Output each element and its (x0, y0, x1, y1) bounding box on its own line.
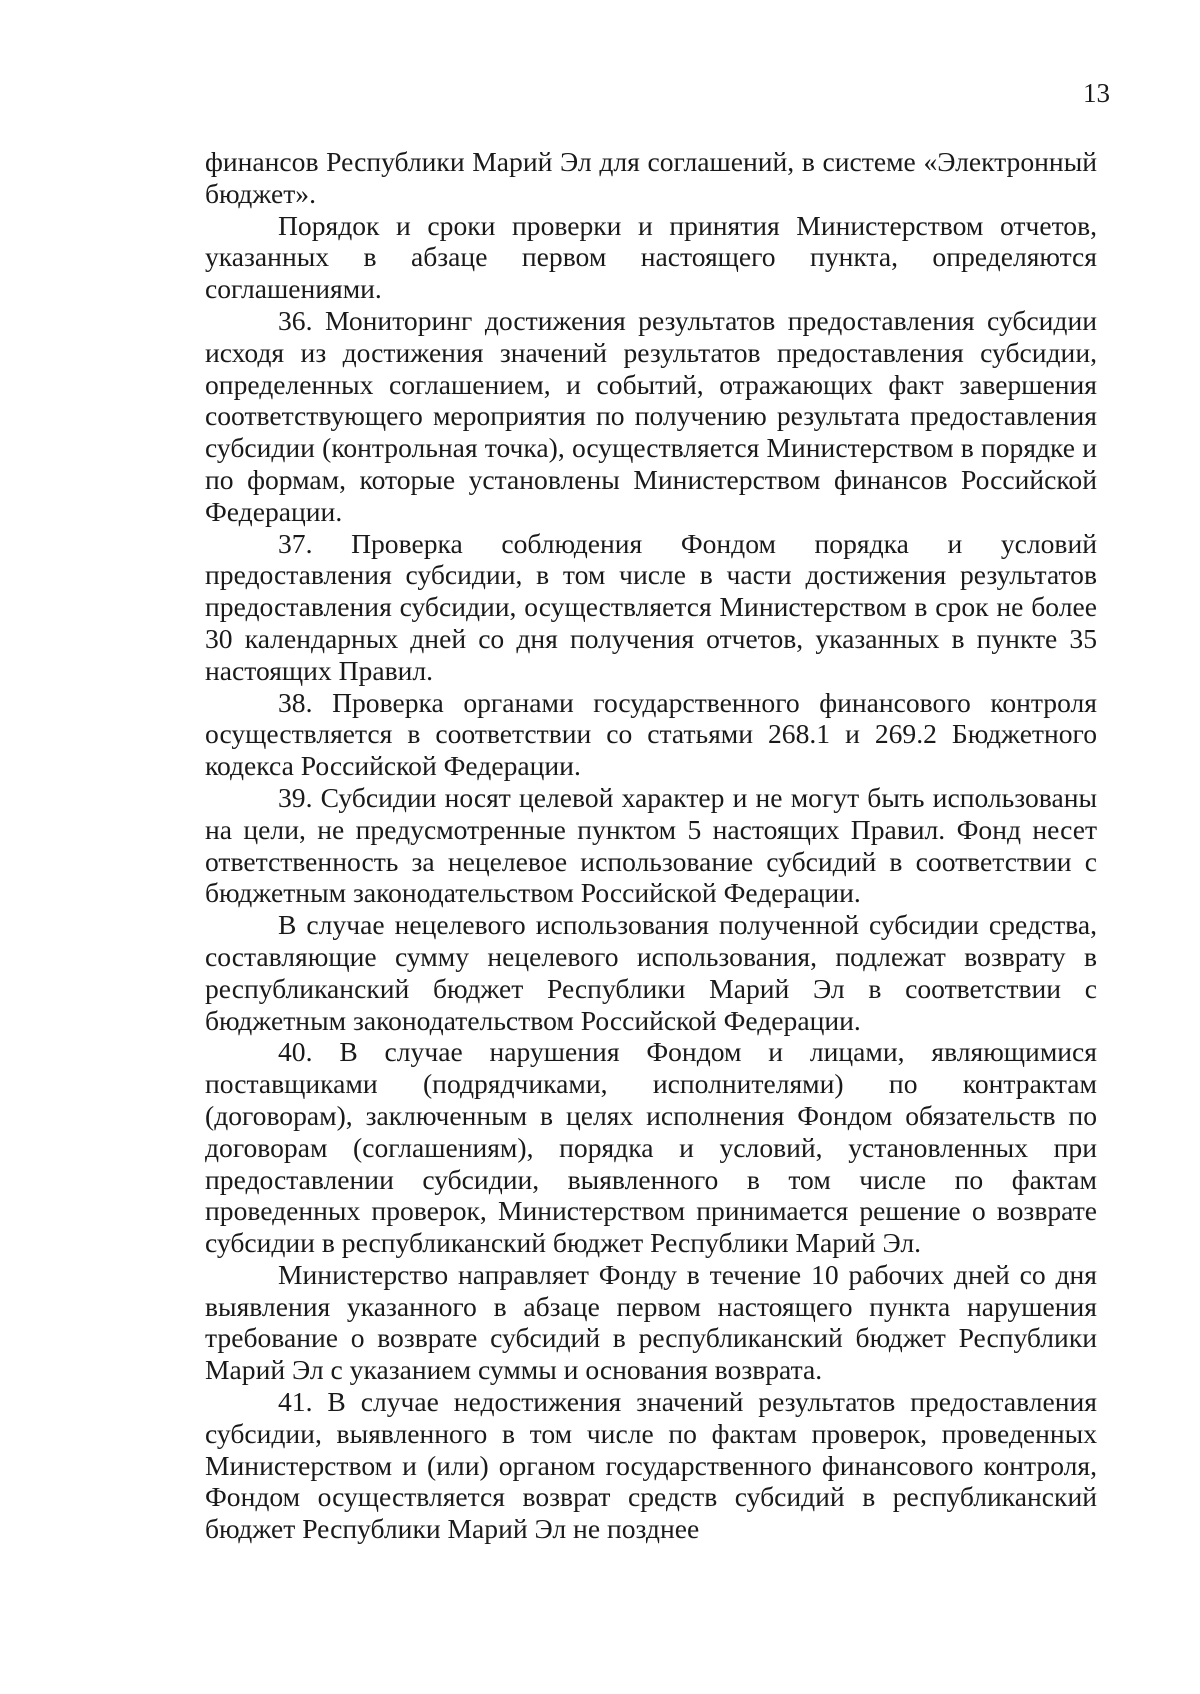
paragraph-item-41: 41. В случае недостижения значений результатов предоставления субсидии, выявленного в том числе по фактам проверок, проведенных Министерством и (или) органом государственного финансового контроля, Фондом осуществляется возврат средств субсидий в республиканский бюджет Республики Марий Эл не позднее (205, 1386, 1097, 1545)
paragraph-misuse-return: В случае нецелевого использования полученной субсидии средства, составляющие сумму нецелевого использования, подлежат возврату в республиканский бюджет Республики Марий Эл в соответствии с бюджетным законодательством Российской Федерации. (205, 909, 1097, 1036)
paragraph-item-40: 40. В случае нарушения Фондом и лицами, являющимися поставщиками (подрядчиками, исполнителями) по контрактам (договорам), заключенным в целях исполнения Фондом обязательств по договорам (соглашениям), порядка и условий, установленных при предоставлении субсидии, выявленного в том числе по фактам проведенных проверок, Министерством принимается решение о возврате субсидии в республиканский бюджет Республики Марий Эл. (205, 1036, 1097, 1259)
page-number: 13 (1083, 78, 1110, 108)
document-body (205, 146, 1097, 1545)
paragraph-return-requirement: Министерство направляет Фонду в течение 10 рабочих дней со дня выявления указанного в абзаце первом настоящего пункта нарушения требование о возврате субсидий в республиканский бюджет Республики Марий Эл с указанием суммы и основания возврата. (205, 1258, 1097, 1386)
paragraph-report-verification-order: Порядок и сроки проверки и принятия Министерством отчетов, указанных в абзаце первом настоящего пункта, определяются соглашениями. (205, 209, 1097, 305)
paragraph-item-38: 38. Проверка органами государственного финансового контроля осуществляется в соответствии со статьями 268.1 и 269.2 Бюджетного кодекса Российской Федерации. (205, 686, 1097, 782)
paragraph-item-37: 37. Проверка соблюдения Фондом порядка и условий предоставления субсидии, в том числе в части достижения результатов предоставления субсидии, осуществляется Министерством в срок не более 30 календарных дней со дня получения отчетов, указанных в пункте 35 настоящих Правил. (205, 527, 1097, 686)
paragraph-item-39: 39. Субсидии носят целевой характер и не могут быть использованы на цели, не предусмотренные пунктом 5 настоящих Правил. Фонд несет ответственность за нецелевое использование субсидий в соответствии с бюджетным законодательством Российской Федерации. (205, 781, 1097, 909)
paragraph-item-36: 36. Мониторинг достижения результатов предоставления субсидии исходя из достижения значений результатов предоставления субсидии, определенных соглашением, и событий, отражающих факт завершения соответствующего мероприятия по получению результата предоставления субсидии (контрольная точка), осуществляется Министерством в порядке и по формам, которые установлены Министерством финансов Российской Федерации. (205, 304, 1097, 527)
paragraph-continuation: финансов Республики Марий Эл для соглашений, в системе «Электронный бюджет». (205, 146, 1097, 209)
